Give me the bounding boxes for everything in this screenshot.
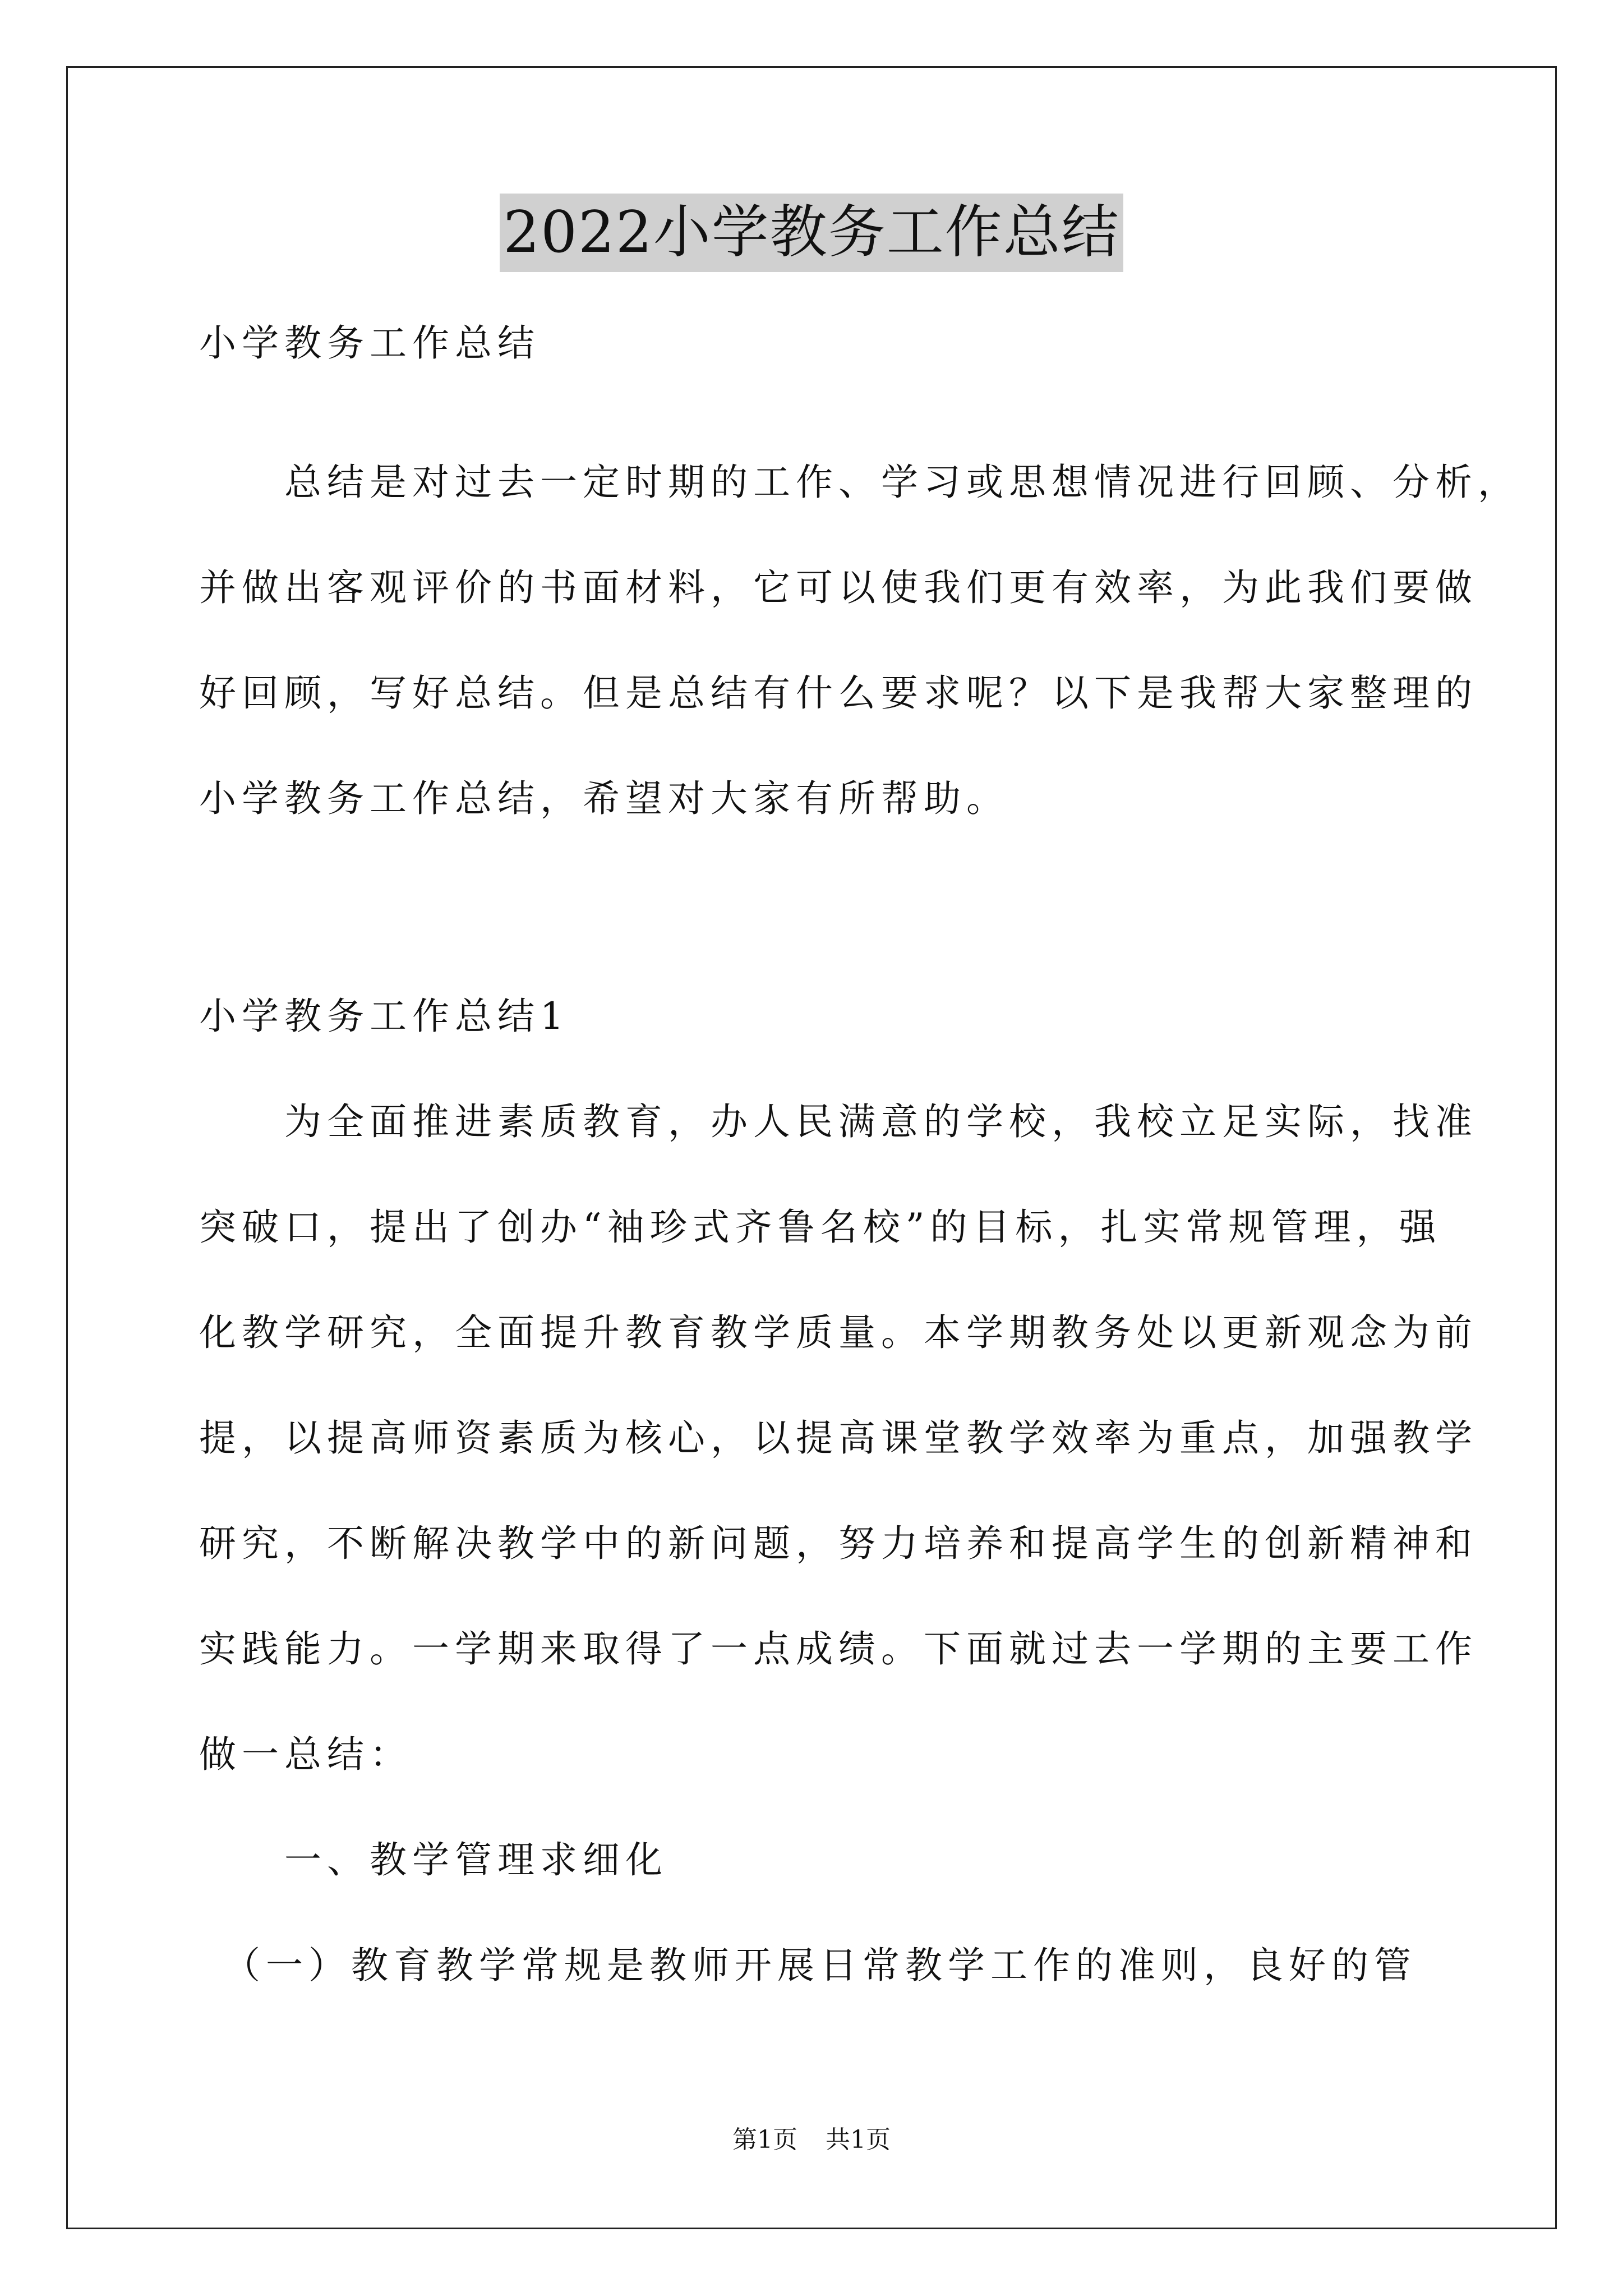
- page-number-total: 共1页: [826, 2125, 891, 2154]
- paragraph-line: 突破口，提出了创办“袖珍式齐鲁名校”的目标，扎实常规管理，强: [199, 1205, 1442, 1249]
- section-heading: 小学教务工作总结1: [199, 995, 569, 1038]
- paragraph-line: 总结是对过去一定时期的工作、学习或思想情况进行回顾、分析，: [199, 461, 1520, 504]
- paragraph-line: 提，以提高师资素质为核心，以提高课堂教学效率为重点，加强教学: [199, 1416, 1478, 1460]
- document-title: 2022小学教务工作总结: [500, 194, 1123, 272]
- paragraph-line: 并做出客观评价的书面材料，它可以使我们更有效率，为此我们要做: [199, 566, 1478, 609]
- paragraph-line: 做一总结：: [199, 1733, 412, 1776]
- paragraph-line: 为全面推进素质教育，办人民满意的学校，我校立足实际，找准: [199, 1100, 1478, 1143]
- page-number-current: 第1页: [732, 2125, 797, 2154]
- title-container: [0, 194, 1623, 272]
- paragraph-line: 研究，不断解决教学中的新问题，努力培养和提高学生的创新精神和: [199, 1522, 1478, 1565]
- subtitle-line: 小学教务工作总结: [199, 321, 540, 365]
- page-footer: [0, 2123, 1623, 2157]
- paragraph-line: 好回顾，写好总结。但是总结有什么要求呢？以下是我帮大家整理的: [199, 671, 1478, 715]
- paragraph-line: 小学教务工作总结，希望对大家有所帮助。: [199, 777, 1009, 820]
- subsection-heading: 一、教学管理求细化: [199, 1838, 668, 1881]
- paragraph-line: （一）教育教学常规是教师开展日常教学工作的准则，良好的管: [199, 1944, 1417, 1987]
- paragraph-line: 实践能力。一学期来取得了一点成绩。下面就过去一学期的主要工作: [199, 1627, 1478, 1671]
- paragraph-line: 化教学研究，全面提升教育教学质量。本学期教务处以更新观念为前: [199, 1311, 1478, 1354]
